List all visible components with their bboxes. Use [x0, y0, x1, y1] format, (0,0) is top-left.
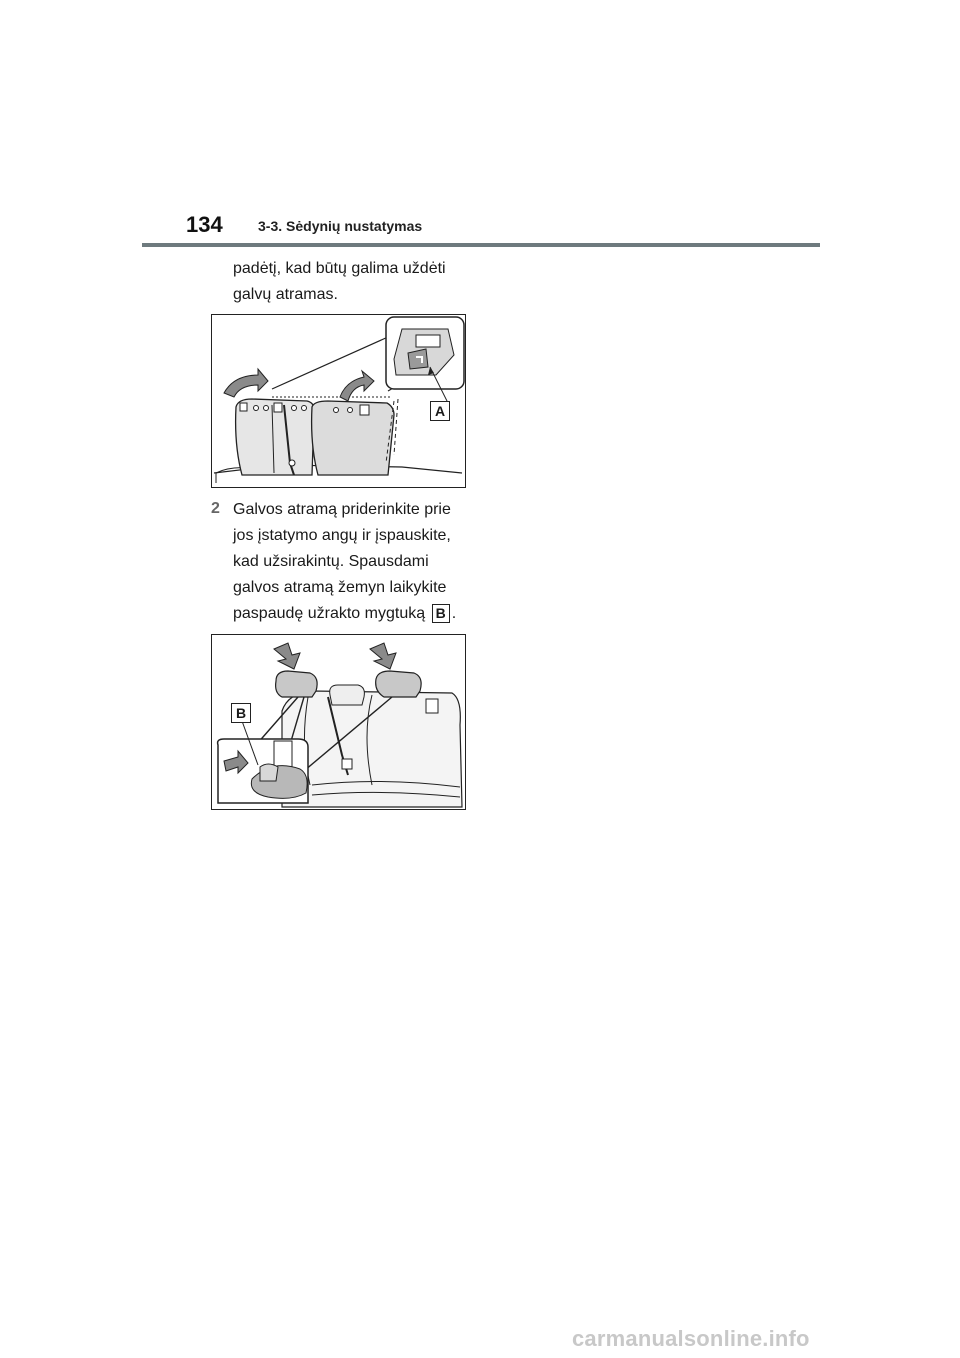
callout-label-b: B	[231, 703, 251, 723]
intro-line: galvų atramas.	[233, 286, 338, 303]
step-line-text: paspaudę užrakto mygtuką	[233, 605, 426, 622]
header-rule	[142, 243, 820, 247]
step-line: kad užsirakintų. Spausdami	[233, 553, 429, 570]
callout-label-a: A	[430, 401, 450, 421]
step-number: 2	[211, 500, 220, 517]
watermark: carmanualsonline.info	[572, 1326, 810, 1351]
intro-paragraph	[233, 256, 483, 308]
intro-line: padėtį, kad būtų galima uždėti	[233, 260, 446, 277]
step-2-paragraph	[233, 497, 483, 627]
page-number: 134	[186, 212, 223, 237]
figure-seatback-lock	[211, 314, 466, 488]
inline-label-b: B	[432, 604, 450, 623]
step-line: Galvos atramą priderinkite prie	[233, 501, 451, 518]
section-title: 3-3. Sėdynių nustatymas	[258, 218, 423, 234]
seatback-illustration	[212, 315, 465, 487]
step-line-period: .	[451, 605, 457, 622]
step-line-with-label	[233, 601, 483, 627]
figure-headrest-insert	[211, 634, 466, 810]
step-line: jos įstatymo angų ir įspauskite,	[233, 527, 451, 544]
step-line: galvos atramą žemyn laikykite	[233, 579, 447, 596]
